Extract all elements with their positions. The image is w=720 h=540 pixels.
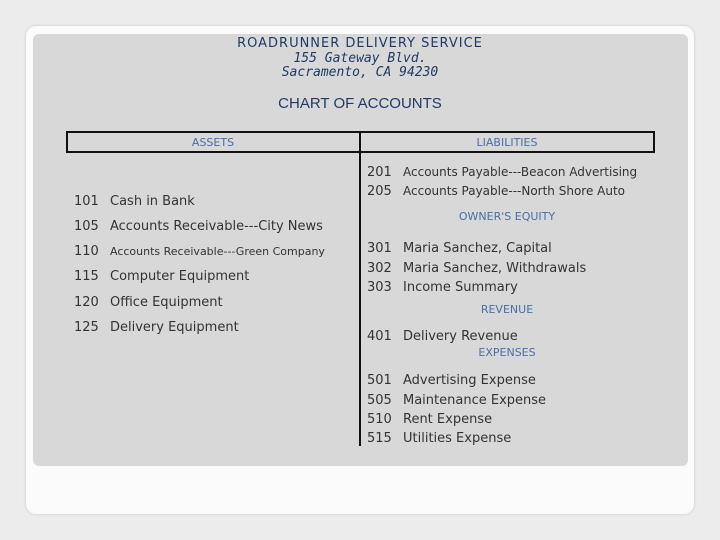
expenses-heading: EXPENSES (478, 346, 536, 359)
company-name: ROADRUNNER DELIVERY SERVICE (237, 36, 483, 51)
list-item: 505 Maintenance Expense (367, 393, 547, 408)
company-city: Sacramento, CA 94230 (281, 65, 439, 80)
list-item: 515 Utilities Expense (367, 431, 512, 446)
revenue-heading: REVENUE (480, 303, 534, 316)
page-title: CHART OF ACCOUNTS (278, 95, 442, 112)
list-item: 302 Maria Sanchez, Withdrawals (367, 261, 587, 276)
list-item: 120 Office Equipment (74, 295, 223, 310)
list-item: 205 Accounts Payable---North Shore Auto (367, 184, 626, 199)
list-item: 501 Advertising Expense (367, 373, 536, 388)
list-item: 125 Delivery Equipment (74, 320, 239, 335)
list-item: 115 Computer Equipment (74, 269, 250, 284)
equity-heading: OWNER'S EQUITY (458, 210, 556, 223)
list-item: 510 Rent Expense (367, 412, 493, 427)
list-item: 303 Income Summary (367, 280, 518, 295)
assets-heading: ASSETS (191, 136, 235, 149)
list-item: 201 Accounts Payable---Beacon Advertising (367, 165, 638, 180)
liabilities-heading: LIABILITIES (476, 136, 538, 149)
list-item: 110 Accounts Receivable---Green Company (74, 244, 325, 259)
list-item: 101 Cash in Bank (74, 194, 195, 209)
list-item: 301 Maria Sanchez, Capital (367, 241, 552, 256)
column-divider (359, 131, 361, 446)
list-item: 401 Delivery Revenue (367, 329, 518, 344)
company-street: 155 Gateway Blvd. (293, 51, 427, 66)
right-border (653, 131, 655, 153)
list-item: 105 Accounts Receivable---City News (74, 219, 323, 234)
